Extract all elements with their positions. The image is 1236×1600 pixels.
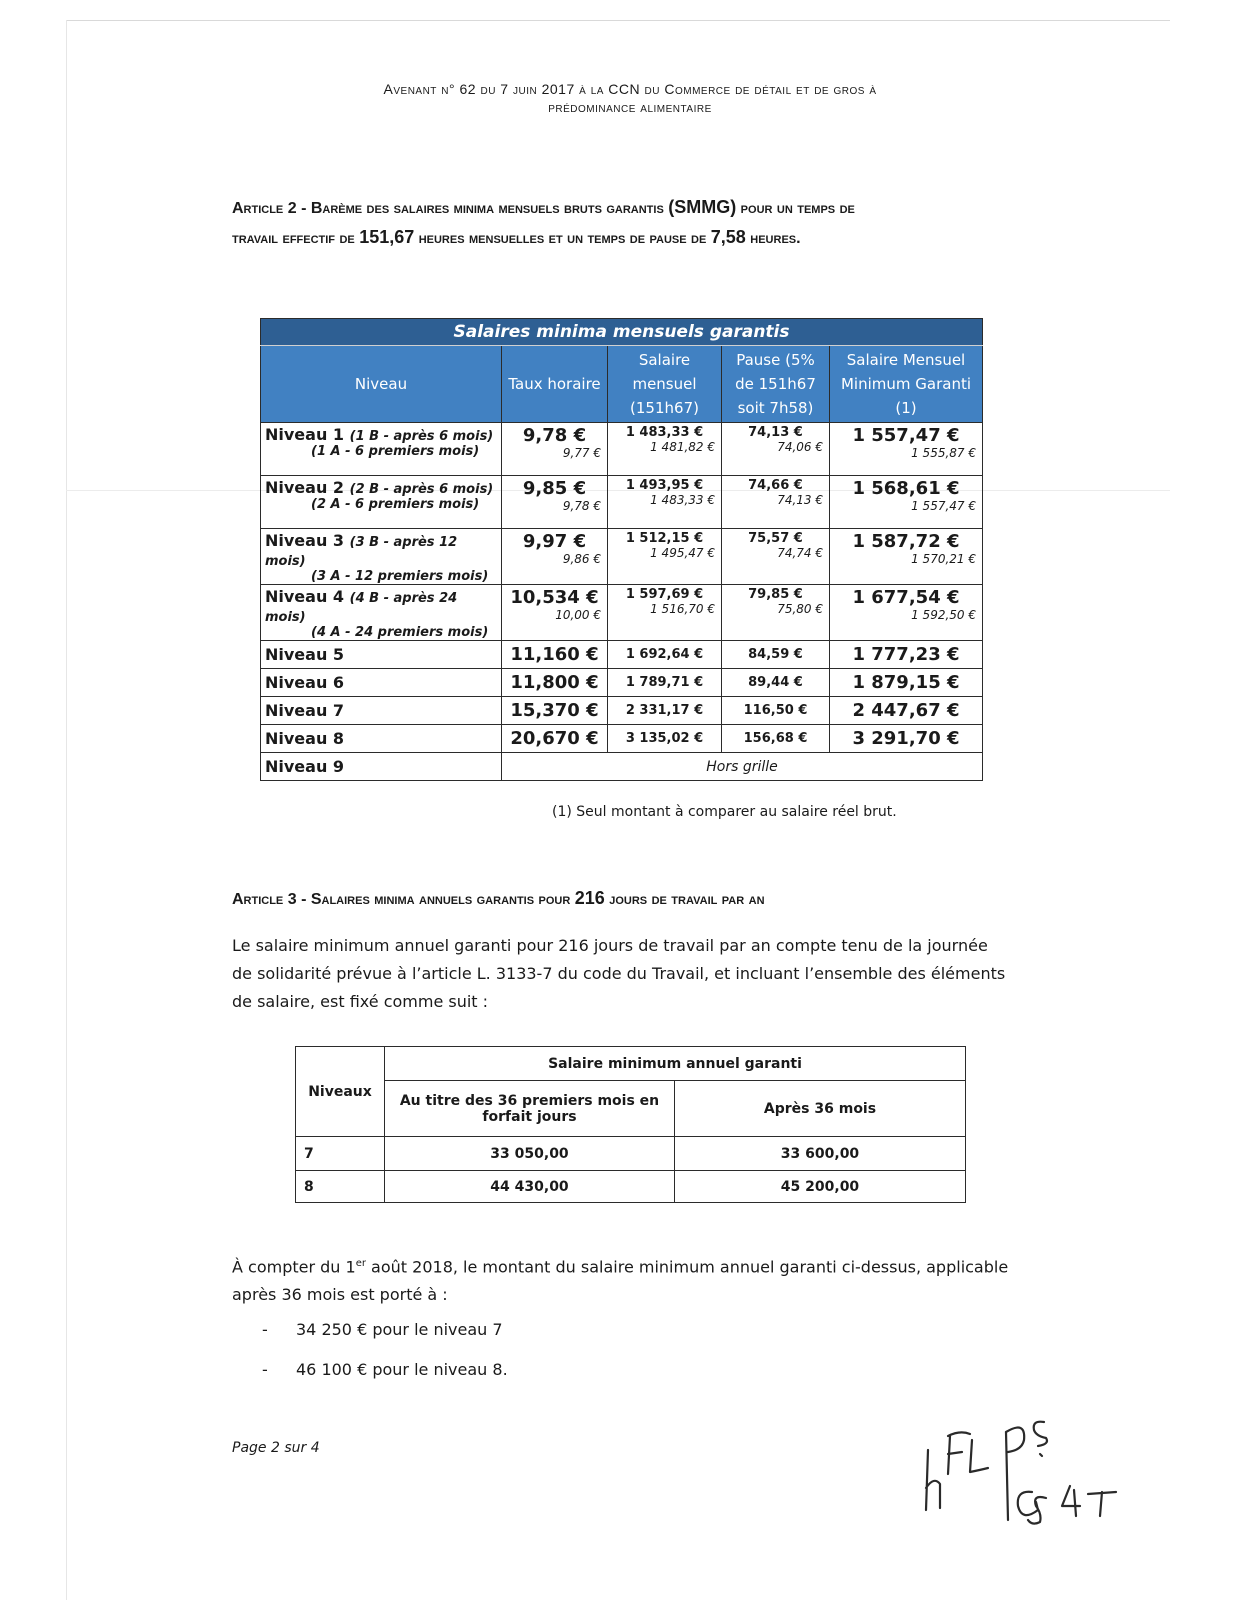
col-header-salaire: Salaire mensuel (151h67) — [608, 346, 722, 423]
article-3-title: Article 3 - Salaires minima annuels garantis pour 216 jours de travail par an — [232, 888, 765, 908]
taux-cell: 10,534 € 10,00 € — [502, 585, 608, 641]
taux-cell: 11,160 € — [502, 641, 608, 669]
group-header-annual: Salaire minimum annuel garanti — [385, 1047, 966, 1081]
table-footnote: (1) Seul montant à comparer au salaire réel brut. — [552, 804, 897, 820]
salaire-cell: 1 597,69 € 1 516,70 € — [608, 585, 722, 641]
article-3-paragraph: Le salaire minimum annuel garanti pour 216 jours de travail par an compte tenu de la journée de solidarité prévue à l’article L. 3133-7 du code du Travail, et incluant l’ensemble des éléments de salaire, est fixé comme suit : — [232, 936, 1006, 1011]
smmg-cell: 1 557,47 € 1 555,87 € — [830, 423, 983, 476]
salaire-cell: 1 789,71 € — [608, 669, 722, 697]
col-header-smmg: Salaire Mensuel Minimum Garanti (1) — [830, 346, 983, 423]
table-row — [261, 423, 983, 476]
table-row — [261, 641, 983, 669]
taux-cell: 11,800 € — [502, 669, 608, 697]
col-header-niveau: Niveau — [261, 346, 502, 423]
niveau-cell: Niveau 8 — [261, 725, 502, 753]
taux-cell: 9,97 € 9,86 € — [502, 529, 608, 585]
niveau-cell: Niveau 5 — [261, 641, 502, 669]
taux-cell: 15,370 € — [502, 697, 608, 725]
pause-cell: 84,59 € — [722, 641, 830, 669]
niveau-cell: Niveau 2 (2 B - après 6 mois) (2 A - 6 premiers mois) — [261, 476, 502, 529]
page-number: Page 2 sur 4 — [232, 1440, 320, 1456]
col-header-niveaux: Niveaux — [296, 1047, 385, 1137]
niveau-cell: Niveau 3 (3 B - après 12 mois) (3 A - 12 premiers mois) — [261, 529, 502, 585]
pause-cell: 156,68 € — [722, 725, 830, 753]
table-row — [261, 669, 983, 697]
taux-cell: 9,78 € 9,77 € — [502, 423, 608, 476]
niveau-cell: Niveau 1 (1 B - après 6 mois) (1 A - 6 premiers mois) — [261, 423, 502, 476]
smmg-cell: 1 879,15 € — [830, 669, 983, 697]
niveau-cell: 7 — [296, 1137, 385, 1171]
value-cell: 33 600,00 — [675, 1137, 966, 1171]
taux-cell: 9,85 € 9,78 € — [502, 476, 608, 529]
taux-cell: 20,670 € — [502, 725, 608, 753]
monthly-salary-table — [260, 318, 983, 781]
header-line-2: prédominance alimentaire — [548, 99, 712, 115]
smmg-cell: 1 677,54 € 1 592,50 € — [830, 585, 983, 641]
niveau-cell: Niveau 6 — [261, 669, 502, 697]
monthly-table-title: Salaires minima mensuels garantis — [261, 319, 983, 346]
salaire-cell: 1 483,33 € 1 481,82 € — [608, 423, 722, 476]
smmg-cell: 2 447,67 € — [830, 697, 983, 725]
salaire-cell: 3 135,02 € — [608, 725, 722, 753]
salaire-cell: 1 512,15 € 1 495,47 € — [608, 529, 722, 585]
hors-grille-cell: Hors grille — [502, 753, 983, 781]
list-item: - 34 250 € pour le niveau 7 — [262, 1320, 503, 1339]
niveau-cell: Niveau 4 (4 B - après 24 mois) (4 A - 24 premiers mois) — [261, 585, 502, 641]
col-header-taux: Taux horaire — [502, 346, 608, 423]
pause-cell: 75,57 € 74,74 € — [722, 529, 830, 585]
salaire-cell: 1 493,95 € 1 483,33 € — [608, 476, 722, 529]
august-2018-paragraph: À compter du 1er août 2018, le montant du salaire minimum annuel garanti ci-dessus, applicable après 36 mois est porté à : — [232, 1257, 1009, 1305]
scan-border-left — [66, 20, 67, 1600]
pause-cell: 74,13 € 74,06 € — [722, 423, 830, 476]
value-cell: 45 200,00 — [675, 1171, 966, 1203]
salaire-cell: 2 331,17 € — [608, 697, 722, 725]
pause-cell: 74,66 € 74,13 € — [722, 476, 830, 529]
table-row — [296, 1171, 966, 1203]
header-line-1: Avenant n° 62 du 7 juin 2017 à la CCN du Commerce de détail et de gros à — [383, 81, 877, 97]
smmg-cell: 1 568,61 € 1 557,47 € — [830, 476, 983, 529]
list-item: - 46 100 € pour le niveau 8. — [262, 1360, 508, 1379]
table-row — [261, 476, 983, 529]
col-header-pause: Pause (5% de 151h67 soit 7h58) — [722, 346, 830, 423]
table-row — [261, 725, 983, 753]
pause-cell: 89,44 € — [722, 669, 830, 697]
handwritten-initials-signature — [920, 1410, 1140, 1530]
pause-cell: 79,85 € 75,80 € — [722, 585, 830, 641]
table-row — [261, 529, 983, 585]
niveau-cell: Niveau 7 — [261, 697, 502, 725]
table-row — [261, 585, 983, 641]
annual-salary-table — [295, 1046, 966, 1203]
smmg-cell: 1 587,72 € 1 570,21 € — [830, 529, 983, 585]
value-cell: 44 430,00 — [385, 1171, 675, 1203]
article-2-title: Article 2 - Barème des salaires minima mensuels bruts garantis (SMMG) pour un temps de travail effectif de 151,67 heures mensuelles et un temps de pause de 7,58 heures. — [232, 197, 855, 247]
document-header — [200, 80, 1060, 116]
table-row — [261, 753, 983, 781]
smmg-cell: 3 291,70 € — [830, 725, 983, 753]
pause-cell: 116,50 € — [722, 697, 830, 725]
col-header-apres-36-mois: Après 36 mois — [675, 1081, 966, 1137]
table-row — [296, 1137, 966, 1171]
value-cell: 33 050,00 — [385, 1137, 675, 1171]
table-row — [261, 697, 983, 725]
smmg-cell: 1 777,23 € — [830, 641, 983, 669]
niveau-cell: Niveau 9 — [261, 753, 502, 781]
scan-border-top — [66, 20, 1170, 21]
col-header-36-premiers-mois: Au titre des 36 premiers mois en forfait jours — [385, 1081, 675, 1137]
bullet-list — [262, 1316, 508, 1396]
salaire-cell: 1 692,64 € — [608, 641, 722, 669]
niveau-cell: 8 — [296, 1171, 385, 1203]
